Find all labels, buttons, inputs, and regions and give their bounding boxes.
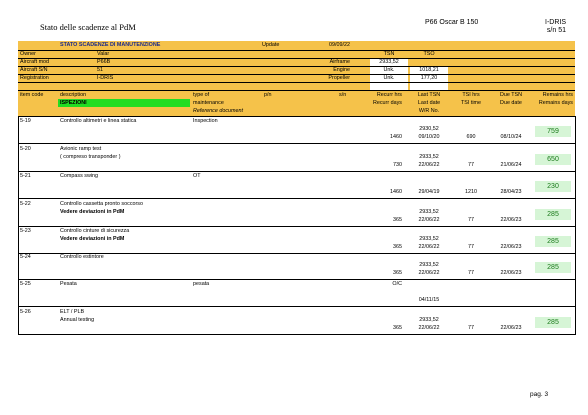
item-code: 5-23 [20, 228, 31, 234]
item-type: OT [193, 173, 201, 179]
item-recurr-days: 730 [393, 162, 402, 168]
propeller-label: Propeller [328, 75, 350, 81]
item-last-date: 22/06/22 [418, 217, 440, 223]
item-last-date: 22/06/22 [418, 325, 440, 331]
item-recurr-days: 365 [393, 217, 402, 223]
col-remains-days: Remains days [538, 100, 573, 106]
aircraft-sn-value: 51 [97, 67, 103, 73]
divider [18, 116, 575, 117]
page-number: pag. 3 [530, 391, 549, 398]
item-description-detail: Vedere deviazioni in PdM [60, 236, 125, 242]
item-type: Inspection [193, 118, 218, 124]
col-last-date: Last date [417, 100, 441, 106]
col-reference: Reference document [193, 108, 244, 114]
item-code: 5-22 [20, 201, 31, 207]
col-type-of: type of [193, 92, 210, 98]
item-description: Controllo estintore [60, 254, 104, 260]
divider [18, 82, 575, 83]
engine-label: Engine [333, 67, 350, 73]
item-due-date: 22/06/23 [500, 217, 522, 223]
item-remains: 285 [535, 317, 571, 328]
registration-value: I-DRIS [97, 75, 114, 81]
tso-label: TSO [423, 51, 435, 57]
table-right-border [575, 116, 576, 335]
item-code: 5-25 [20, 281, 31, 287]
item-due-date: 21/06/24 [500, 162, 522, 168]
update-label: Update [262, 42, 280, 48]
col-last-tsn: Last TSN [417, 92, 441, 98]
item-recurr-days: 365 [393, 244, 402, 250]
item-code: 5-24 [20, 254, 31, 260]
item-recurr-days: 1460 [390, 189, 402, 195]
col-due-tsn: Due TSN [499, 92, 523, 98]
item-description-detail: ( compreso transponder ) [60, 154, 121, 160]
owner-label: Owner [20, 51, 36, 57]
item-due-date: 08/10/24 [500, 134, 522, 140]
item-description: Compass swing [60, 173, 99, 179]
registration-label: Registration [20, 75, 49, 81]
item-recurr-days: 365 [393, 270, 402, 276]
item-description: ELT / PLB [60, 309, 85, 315]
col-sn: s/n [339, 92, 347, 98]
propeller-tso: 177,20 [420, 75, 438, 81]
item-type: pesata [193, 281, 210, 287]
row-divider [18, 171, 575, 172]
page-title: Stato delle scadenze al PdM [40, 22, 136, 32]
item-code: 5-21 [20, 173, 31, 179]
item-tsi-time: 1210 [465, 189, 477, 195]
tsn-label: TSN [383, 51, 395, 57]
aircraft-mod-label: Aircraft mod [20, 59, 50, 65]
item-tsi-time: 77 [468, 325, 474, 331]
col-recurr-hrs: Recurr hrs [376, 92, 402, 98]
item-last-tsn: 2933,52 [419, 317, 439, 323]
propeller-tsn: Unk. [383, 75, 395, 81]
col-pn: p/n [264, 92, 272, 98]
row-divider [18, 143, 575, 144]
item-remains: 285 [535, 236, 571, 247]
item-description: Avionic ramp test [60, 146, 102, 152]
item-remains: 285 [535, 209, 571, 220]
item-last-tsn: 2930,52 [419, 126, 439, 132]
item-code: 5-20 [20, 146, 31, 152]
item-last-date: 22/06/22 [418, 162, 440, 168]
owner-value: Valar [97, 51, 110, 57]
col-due-date: Due date [500, 100, 522, 106]
section-title: STATO SCADENZE DI MANUTENZIONE [60, 42, 161, 48]
engine-tsn: Unk. [383, 67, 395, 73]
col-maintenance: maintenance [193, 100, 224, 106]
item-remains: 230 [535, 181, 571, 192]
item-tsi-time: 77 [468, 162, 474, 168]
item-remains: 650 [535, 154, 571, 165]
item-last-tsn: 2933,52 [419, 262, 439, 268]
item-last-date: 09/10/20 [418, 134, 440, 140]
col-section-ispezioni: ISPEZIONI [60, 100, 87, 106]
item-description: Controllo cassetta pronto soccorso [60, 201, 143, 207]
item-tsi-time: 77 [468, 217, 474, 223]
item-description: Controllo cinture di sicurezza [60, 228, 130, 234]
item-last-date: 22/06/22 [418, 270, 440, 276]
row-divider [18, 198, 575, 199]
row-divider [18, 334, 575, 335]
row-divider [18, 226, 575, 227]
item-code: 5-26 [20, 309, 31, 315]
airframe-label: Airframe [329, 59, 350, 65]
engine-tso: 1018,21 [419, 67, 439, 73]
col-wr-no: W/R No. [418, 108, 440, 114]
update-value: 09/09/22 [329, 42, 350, 48]
col-recurr-days: Recurr days [372, 100, 402, 106]
row-divider [18, 306, 575, 307]
aircraft-sn-label: Aircraft S/N [20, 67, 48, 73]
item-recurr-hrs: O/C [392, 281, 402, 287]
aircraft-mod-value: P66B [97, 59, 111, 65]
item-last-date: 22/06/22 [418, 244, 440, 250]
col-tsi-hrs: TSI hrs [462, 92, 480, 98]
item-last-tsn: 2933,52 [419, 236, 439, 242]
item-last-date: 04/11/15 [418, 297, 440, 303]
item-due-date: 28/04/23 [500, 189, 522, 195]
col-remains-hrs: Remains hrs [542, 92, 573, 98]
item-description: Pesata [60, 281, 77, 287]
col-description: description [60, 92, 87, 98]
item-description-detail: Annual testing [60, 317, 95, 323]
item-due-date: 22/06/23 [500, 244, 522, 250]
item-code: 5-19 [20, 118, 31, 124]
item-last-tsn: 2933,52 [419, 154, 439, 160]
item-tsi-time: 77 [468, 244, 474, 250]
item-recurr-days: 1460 [390, 134, 402, 140]
item-tsi-time: 690 [466, 134, 476, 140]
row-divider [18, 279, 575, 280]
airframe-tsn: 2933,52 [379, 59, 399, 65]
item-last-date: 29/04/19 [418, 189, 440, 195]
item-remains: 759 [535, 126, 571, 137]
item-recurr-days: 365 [393, 325, 402, 331]
registration-header: I-DRIS [545, 19, 566, 26]
serial-header: s/n 51 [546, 27, 566, 34]
item-last-tsn: 2933,52 [419, 209, 439, 215]
col-item-code: item code [20, 92, 44, 98]
aircraft-model: P66 Oscar B 150 [425, 19, 479, 26]
item-remains: 285 [535, 262, 571, 273]
item-due-date: 22/06/23 [500, 325, 522, 331]
col-tsi-time: TSI time [460, 100, 482, 106]
item-tsi-time: 77 [468, 270, 474, 276]
item-description-detail: Vedere deviazioni in PdM [60, 209, 125, 215]
item-due-date: 22/06/23 [500, 270, 522, 276]
item-description: Controllo altimetri e linea statica [60, 118, 137, 124]
